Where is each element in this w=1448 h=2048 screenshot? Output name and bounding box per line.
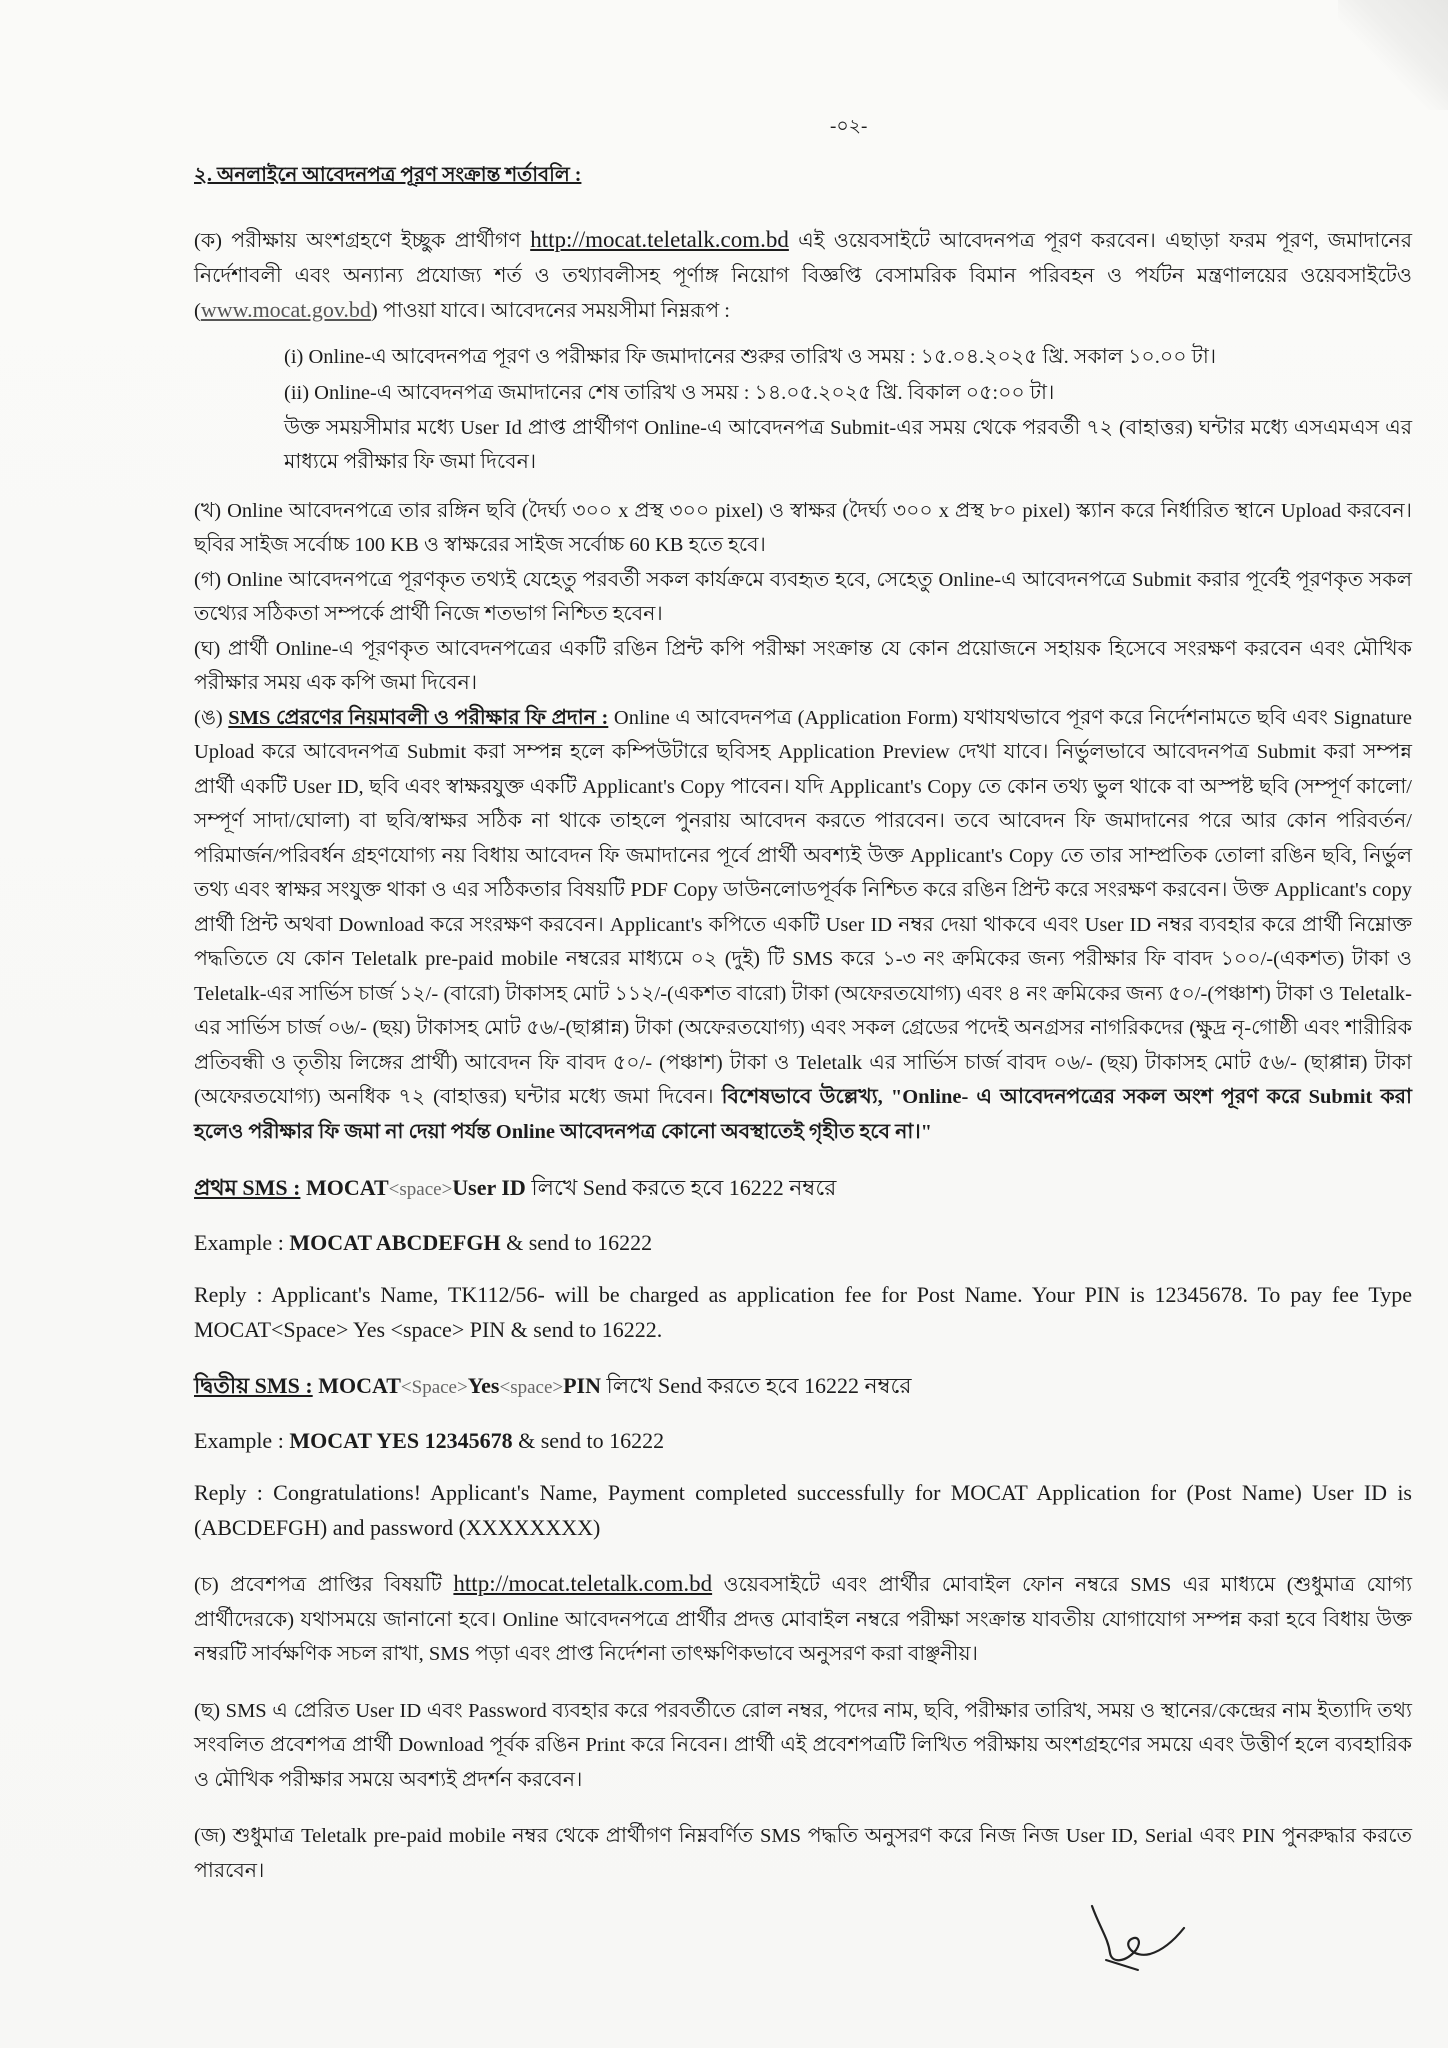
sms-second-label: দ্বিতীয় SMS : [194,1373,313,1398]
clause-gha: (ঘ) প্রার্থী Online-এ পূরণকৃত আবেদনপত্রের একটি রঙিন প্রিন্ট কপি পরীক্ষা সংক্রান্ত যে কোন প্রয়োজনে সহায়ক হিসেবে সংরক্ষণ করবেন এবং মৌখিক পরীক্ষার সময় এক কপি জমা দিবেন। [194,637,1412,694]
sms-second-example-cmd: MOCAT YES 12345678 [289,1428,513,1453]
sms-first-example [194,1230,1412,1256]
sms-first-tail: লিখে Send করতে হবে 16222 নম্বরে [531,1175,837,1200]
sms-second-arg-2: PIN [563,1373,601,1398]
sms-first-reply: Reply : Applicant's Name, TK112/56- will be charged as application fee for Post Name. Your PIN is 12345678. To pay fee Type MOCAT<Space> Yes <space> PIN & send to 16222. [194,1282,1412,1342]
sms-first-example-label: Example : [194,1230,284,1255]
clause-ka [194,223,1412,329]
sms-second-tail: লিখে Send করতে হবে 16222 নম্বরে [606,1373,912,1398]
page-number: -০২- [830,116,868,137]
clause-uma-title: SMS প্রেরণের নিয়মাবলী ও পরীক্ষার ফি প্রদান : [228,706,609,729]
sms-second-space-1: <Space> [400,1377,468,1398]
clause-ka-text-1: (ক) পরীক্ষায় অংশগ্রহণে ইচ্ছুক প্রার্থীগণ [194,230,521,252]
sms-second-example [194,1428,1412,1454]
clause-kha: (খ) Online আবেদনপত্রে তার রঙ্গিন ছবি (দৈর্ঘ্য ৩০০ x প্রস্থ ৩০০ pixel) ও স্বাক্ষর (দৈর্ঘ্য ৩০০ x প্রস্থ ৮০ pixel) স্ক্যান করে নির্ধারিত স্থানে Upload করবেন। ছবির সাইজ সর্বোচ্চ 100 KB ও স্বাক্ষরের সাইজ সর্বোচ্চ 60 KB হতে হবে। [194,499,1412,556]
sms-second-reply: Reply : Congratulations! Applicant's Name, Payment completed successfully for MOCAT Application for (Post Name) User ID is (ABCDEFGH) and password (XXXXXXXX) [194,1480,1412,1540]
schedule-item-start: (i) Online-এ আবেদনপত্র পূরণ ও পরীক্ষার ফি জমাদানের শুরুর তারিখ ও সময় : ১৫.০৪.২০২৫ খ্রি. সকাল ১০.০০ টা। [284,345,1217,368]
clause-ja: (জ) শুধুমাত্র Teletalk pre-paid mobile নম্বর থেকে প্রার্থীগণ নিম্নবর্ণিত SMS পদ্ধতি অনুসরণ করে নিজ নিজ User ID, Serial এবং PIN পুনরুদ্ধার করতে পারবেন। [194,1825,1413,1882]
sms-second-space-2: <space> [499,1377,564,1398]
sms-first-cmd: MOCAT [305,1175,389,1200]
sms-first-instruction [194,1171,1412,1208]
clause-ka-note: উক্ত সময়সীমার মধ্যে User Id প্রাপ্ত প্রার্থীগণ Online-এ আবেদনপত্র Submit-এর সময় থেকে পরবর্তী ৭২ (বাহাত্তর) ঘন্টার মধ্যে এসএমএস এর মাধ্যমে পরীক্ষার ফি জমা দিবেন। [284,416,1412,473]
teletalk-link[interactable]: http://mocat.teletalk.com.bd [530,227,789,252]
clause-ka-text-3: ) পাওয়া যাবে। আবেদনের সময়সীমা নিম্নরূপ : [370,300,730,322]
clause-chha: (ছ) SMS এ প্রেরিত User ID এবং Password ব্যবহার করে পরবর্তীতে রোল নম্বর, পদের নাম, ছবি, পরীক্ষার তারিখ, সময় ও স্থানের/কেন্দ্রের নাম ইত্যাদি তথ্য সংবলিত প্রবেশপত্র প্রার্থী Download পূর্বক রঙিন Print করে নিবেন। প্রার্থী এই প্রবেশপত্রটি লিখিত পরীক্ষায় অংশগ্রহণের সময়ে এবং উত্তীর্ণ হলে ব্যবহারিক ও মৌখিক পরীক্ষার সময়ে অবশ্যই প্রদর্শন করবেন। [194,1699,1412,1791]
clause-ga: (গ) Online আবেদনপত্রে পূরণকৃত তথ্যই যেহেতু পরবর্তী সকল কার্যক্রমে ব্যবহৃত হবে, সেহেতু Online-এ আবেদনপত্রে Submit করার পূর্বেই পূরণকৃত সকল তথ্যের সঠিকতা সম্পর্কে প্রার্থী নিজে শতভাগ নিশ্চিত হবেন। [194,568,1412,625]
mocat-gov-link[interactable]: www.mocat.gov.bd [200,297,371,322]
clause-ka-text-2: এই ওয়েবসাইটে আবেদনপত্র পূরণ করবেন। এছাড়া ফরম পূরণ, জমাদানের নির্দেশাবলী এবং অন্যান্য প্রযোজ্য শর্ত ও তথ্যাবলীসহ পূর্ণাঙ্গ নিয়োগ বিজ্ঞপ্তি বেসামরিক বিমান পরিবহন ও পর্যটন মন্ত্রণালয়ের ওয়েবসাইটেও ( [194,230,1413,322]
sms-first-label: প্রথম SMS : [194,1175,301,1200]
clause-cha-text-2: ওয়েবসাইটে এবং প্রার্থীর মোবাইল ফোন নম্বরে SMS এর মাধ্যমে (শুধুমাত্র যোগ্য প্রার্থীদেরকে) যথাসময়ে জানানো হবে। Online আবেদনপত্রে প্রার্থীর প্রদত্ত মোবাইল নম্বরে পরীক্ষা সংক্রান্ত যাবতীয় যোগাযোগ সম্পন্ন করা হবে বিধায় উক্ত নম্বরটি সার্বক্ষণিক সচল রাখা, SMS পড়া এবং প্রাপ্ত নির্দেশনা তাৎক্ষণিকভাবে অনুসরণ করা বাঞ্ছনীয়। [194,1574,1413,1665]
sms-second-example-tail: & send to 16222 [518,1428,665,1453]
clause-cha-text-1: (চ) প্রবেশপত্র প্রাপ্তির বিষয়টি [194,1574,442,1596]
clause-uma-emphasis: বিশেষভাবে উল্লেখ্য, "Online- এ আবেদনপত্রের সকল অংশ পূরণ করে Submit করা হলেও পরীক্ষার ফি জমা না দেয়া পর্যন্ত Online আবেদনপত্র কোনো অবস্থাতেই গৃহীত হবে না।" [194,1086,1412,1143]
sms-second-arg-1: Yes [467,1373,500,1398]
clause-uma-body: Online এ আবেদনপত্র (Application Form) যথাযথভাবে পূরণ করে নির্দেশনামতে ছবি এবং Signature Upload করে আবেদনপত্র Submit করা সম্পন্ন হলে কম্পিউটারে ছবিসহ Application Preview দেখা যাবে। নির্ভুলভাবে আবেদনপত্র Submit করা সম্পন্ন প্রার্থী একটি User ID, ছবি এবং স্বাক্ষরযুক্ত একটি Applicant's Copy পাবেন। যদি Applicant's Copy তে কোন তথ্য ভুল থাকে বা অস্পষ্ট ছবি (সম্পূর্ণ কালো/সম্পূর্ণ সাদা/ঘোলা) বা ছবি/স্বাক্ষর সঠিক না থাকে তাহলে পুনরায় আবেদন করতে পারবেন। তবে আবেদন ফি জমাদানের পরে আর কোন পরিবর্তন/পরিমার্জন/পরিবর্ধন গ্রহণযোগ্য নয় বিধায় আবেদন ফি জমাদানের পূর্বে প্রার্থী অবশ্যই উক্ত Applicant's Copy তে তার সাম্প্রতিক তোলা রঙিন ছবি, নির্ভুল তথ্য এবং স্বাক্ষর সংযুক্ত থাকা ও এর সঠিকতার বিষয়টি PDF Copy ডাউনলোডপূর্বক নিশ্চিত করে রঙিন প্রিন্ট করে সংরক্ষণ করবেন। উক্ত Applicant's copy প্রার্থী প্রিন্ট অথবা Download করে সংরক্ষণ করবেন। Applicant's কপিতে একটি User ID নম্বর দেয়া থাকবে এবং User ID নম্বর ব্যবহার করে প্রার্থী নিম্নোক্ত পদ্ধতিতে যে কোন Teletalk pre-paid mobile নম্বরের মাধ্যমে ০২ (দুই) টি SMS করে ১-৩ নং ক্রমিকের জন্য পরীক্ষার ফি বাবদ ১০০/-(একশত) টাকা ও Teletalk-এর সার্ভিস চার্জ ১২/- (বারো) টাকাসহ মোট ১১২/-(একশত বারো) টাকা (অফেরতযোগ্য) এবং ৪ নং ক্রমিকের জন্য ৫০/-(পঞ্চাশ) টাকা ও Teletalk-এর সার্ভিস চার্জ ০৬/- (ছয়) টাকাসহ মোট ৫৬/-(ছাপ্পান্ন) টাকা (অফেরতযোগ্য) এবং সকল গ্রেডের পদেই অনগ্রসর নাগরিকদের (ক্ষুদ্র নৃ-গোষ্ঠী এবং শারীরিক প্রতিবন্ধী ও তৃতীয় লিঙ্গের প্রার্থী) আবেদন ফি বাবদ ৫০/- (পঞ্চাশ) টাকা ও Teletalk এর সার্ভিস চার্জ বাবদ ০৬/- (ছয়) টাকাসহ মোট ৫৬/- (ছাপ্পান্ন) টাকা (অফেরতযোগ্য) অনধিক ৭২ (বাহাত্তর) ঘন্টার মধ্যে জমা দিবেন। [194,706,1413,1108]
document-body [194,160,1412,1888]
clause-uma [194,701,1412,1150]
handwritten-signature [1080,1898,1190,1978]
sms-first-space: <space> [388,1179,453,1200]
sms-first-example-tail: & send to 16222 [506,1230,653,1255]
sms-first-example-cmd: MOCAT ABCDEFGH [289,1230,501,1255]
clause-uma-prefix: (ঙ) [194,706,223,729]
clause-cha [194,1567,1412,1672]
schedule-item-end: (ii) Online-এ আবেদনপত্র জমাদানের শেষ তারিখ ও সময় : ১৪.০৫.২০২৫ খ্রি. বিকাল ০৫:০০ টা। [284,381,1055,404]
sms-second-instruction [194,1369,1412,1406]
sms-second-example-label: Example : [194,1428,284,1453]
schedule-list [284,339,1412,411]
sms-second-cmd: MOCAT [318,1373,401,1398]
section-heading: ২. অনলাইনে আবেদনপত্র পূরণ সংক্রান্ত শর্তাবলি : [194,164,582,186]
page-corner-fold [1338,0,1448,110]
sms-first-arg: User ID [452,1175,526,1200]
teletalk-link-2[interactable]: http://mocat.teletalk.com.bd [453,1571,713,1596]
